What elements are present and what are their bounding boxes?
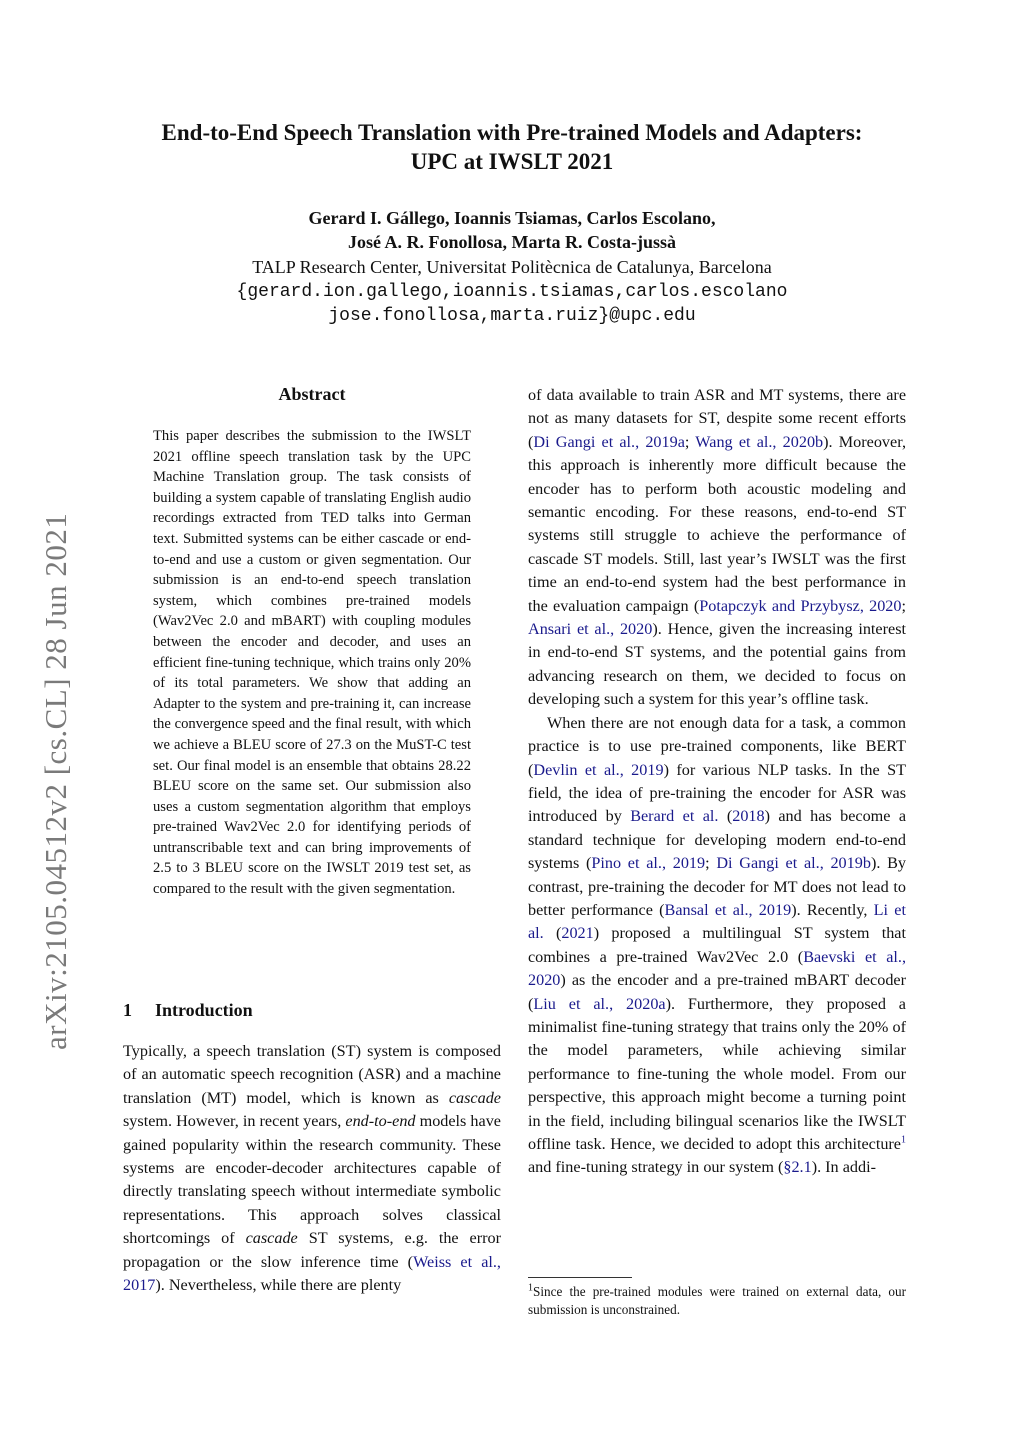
text-run: ). Nevertheless, while there are plenty — [155, 1276, 402, 1295]
text-run: ). Hence, given the increasing interest in end-to-end ST systems, and the potential gains from advancing research on them, we decided to focus on developing such a system for this year’s offline task. — [528, 620, 906, 709]
emphasis-cascade: cascade — [245, 1229, 298, 1248]
text-run: ( — [543, 924, 562, 943]
emphasis-end-to-end: end-to-end — [345, 1112, 416, 1131]
text-run: ) as the encoder and a pre-trained mBART decoder ( — [528, 971, 906, 1013]
text-run: models have gained popularity within the research community. These systems are encoder-decoder architectures capable of directly translating speech without intermediate symbolic representations. This approach solves classical shortcomings of — [123, 1112, 501, 1248]
citation-link[interactable]: Potapczyk and Przybysz, 2020 — [699, 596, 902, 615]
introduction-column-left — [123, 1040, 501, 1297]
section-heading-introduction — [123, 1000, 253, 1021]
affiliation: TALP Research Center, Universitat Politècnica de Catalunya, Barcelona — [252, 257, 772, 277]
footnote — [528, 1283, 906, 1318]
text-run: Typically, a speech translation (ST) system is composed of an automatic speech recognition (ASR) and a machine translation (MT) model, which is known as — [123, 1042, 501, 1107]
citation-link[interactable]: Devlin et al., 2019 — [533, 760, 664, 779]
author-emails — [0, 280, 1024, 328]
citation-link[interactable]: Di Gangi et al., 2019a — [533, 432, 685, 451]
authors-line-2: José A. R. Fonollosa, Marta R. Costa-jussà — [348, 232, 676, 252]
text-run: ) for various NLP tasks. In the ST field, the idea of pre-training the encoder for ASR was introduced by — [528, 760, 906, 826]
citation-link[interactable]: Pino et al., 2019 — [591, 854, 706, 873]
text-run: ) proposed a multilingual ST system that combines a pre-trained Wav2Vec 2.0 ( — [528, 924, 906, 966]
authors-line-1: Gerard I. Gállego, Ioannis Tsiamas, Carlos Escolano, — [308, 208, 716, 228]
text-run: ). By contrast, pre-training the decoder for MT does not lead to better performance ( — [528, 854, 906, 919]
title-line-2: UPC at IWSLT 2021 — [410, 149, 614, 174]
intro-paragraph-1 — [123, 1040, 501, 1297]
text-run: ; — [705, 854, 717, 873]
footnote-divider — [528, 1277, 632, 1278]
text-run: ST systems, e.g. the error propagation or the slow inference time ( — [123, 1229, 501, 1271]
text-run: ). Moreover, this approach is inherently more difficult because the encoder has to perform both acoustic modeling and semantic encoding. For these reasons, end-to-end ST systems still struggle to achieve the performance of cascade ST models. Still, last year’s IWSLT was the first time an end-to-end system had the best performance in the evaluation campaign ( — [528, 432, 906, 615]
text-run: ) and has become a standard technique for developing modern end-to-end systems ( — [528, 807, 907, 873]
text-run: system. However, in recent years, — [123, 1112, 346, 1131]
emphasis-cascade: cascade — [448, 1088, 501, 1107]
text-run: ). Recently, — [791, 900, 874, 919]
text-run: ). In addi- — [811, 1158, 876, 1177]
citation-link[interactable]: Baevski et al., 2020 — [528, 947, 906, 990]
intro-paragraph-2 — [528, 712, 906, 1180]
citation-link[interactable]: Wang et al., 2020b — [695, 432, 824, 451]
title-line-1: End-to-End Speech Translation with Pre-trained Models and Adapters: — [161, 120, 863, 145]
citation-link[interactable]: Bansal et al., 2019 — [664, 900, 792, 919]
author-list — [0, 206, 1024, 254]
footnote-reference[interactable]: 1 — [901, 1134, 906, 1146]
text-run: of data available to train ASR and MT systems, there are not as many datasets for ST, despite some recent efforts ( — [528, 386, 906, 451]
introduction-column-right — [528, 384, 906, 1180]
text-run: and fine-tuning strategy in our system ( — [528, 1158, 784, 1177]
text-run: ; — [684, 432, 696, 451]
footnote-mark: 1 — [528, 1282, 533, 1294]
citation-link[interactable]: Liu et al., 2020a — [533, 994, 666, 1013]
citation-link[interactable]: Ansari et al., 2020 — [528, 620, 653, 639]
citation-link[interactable]: 2018 — [732, 807, 765, 826]
text-run: ). Furthermore, they proposed a minimalist fine-tuning strategy that trains only the 20% of the model parameters, while achieving similar performance to fine-tuning the whole model. From our perspective, this approach might become a turning point in the field, including bilingual scenarios like the IWSLT offline task. Hence, we decided to adopt this architecture — [528, 994, 906, 1153]
abstract-heading: Abstract — [278, 384, 346, 404]
section-title: Introduction — [155, 1000, 253, 1020]
text-run: ; — [901, 596, 906, 615]
citation-link[interactable]: Berard et al. — [630, 807, 719, 826]
abstract-body: This paper describes the submission to the IWSLT 2021 offline speech translation task by the UPC Machine Translation group. The task consists of building a system capable of translating English audio recordings extracted from TED talks into German text. Submitted systems can be either cascade or end-to-end and use a custom or given segmentation. Our submission is an end-to-end speech translation system, which combines pre-trained models (Wav2Vec 2.0 and mBART) with coupling modules between the encoder and decoder, and uses an efficient fine-tuning technique, which trains only 20% of its total parameters. We show that adding an Adapter to the system and pre-training it, can increase the convergence speed and the final result, with which we achieve a BLEU score of 27.3 on the MuST-C test set. Our final model is an ensemble that obtains 28.22 BLEU score on the same set. Our submission also uses a custom segmentation algorithm that employs pre-trained Wav2Vec 2.0 for identifying periods of untranscribable text and can bring improvements of 2.5 to 3 BLEU score on the IWSLT 2019 test set, as compared to the result with the given segmentation. — [153, 428, 471, 898]
citation-link[interactable]: Li et al. — [528, 900, 906, 943]
emails-line-1: {gerard.ion.gallego,ioannis.tsiamas,carlos.escolano — [236, 282, 788, 302]
arxiv-identifier: arXiv:2105.04512v2 [cs.CL] 28 Jun 2021 — [38, 512, 73, 1050]
section-number: 1 — [123, 1000, 132, 1020]
text-run: When there are not enough data for a task, a common practice is to use pre-trained components, like BERT ( — [528, 713, 906, 779]
paper-title — [0, 118, 1024, 176]
footnote-text: Since the pre-trained modules were trained on external data, our submission is unconstrained. — [528, 1284, 906, 1317]
emails-line-2: jose.fonollosa,marta.ruiz}@upc.edu — [328, 306, 696, 326]
section-reference-link[interactable]: §2.1 — [783, 1158, 812, 1177]
citation-link[interactable]: Weiss et al., 2017 — [123, 1252, 501, 1295]
text-run: ( — [718, 807, 733, 826]
citation-link[interactable]: Di Gangi et al., 2019b — [716, 854, 871, 873]
intro-paragraph-1-continued — [528, 384, 906, 712]
citation-link[interactable]: 2021 — [561, 924, 594, 943]
